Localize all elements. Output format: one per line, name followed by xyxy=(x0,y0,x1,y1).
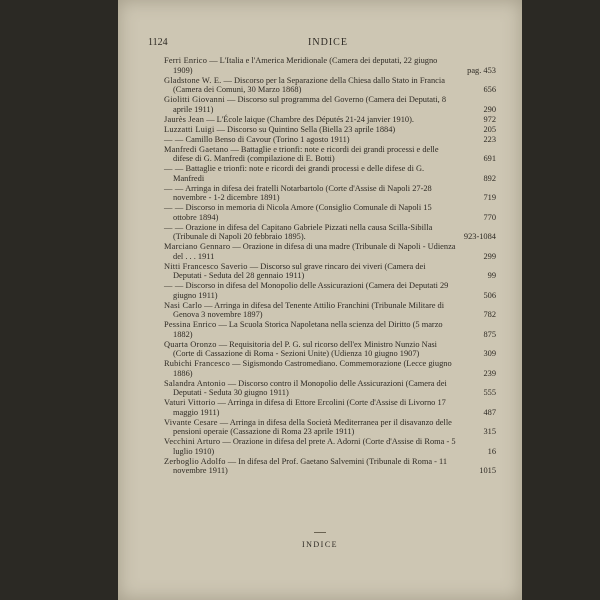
index-entry xyxy=(164,164,496,183)
entry-title: — L'École laique (Chambre des Députés 21-24 janvier 1910). xyxy=(204,114,414,124)
index-entry xyxy=(164,320,496,339)
entry-page-number: 205 xyxy=(483,124,496,134)
index-entry xyxy=(164,76,496,95)
index-entry xyxy=(164,437,496,456)
index-entry xyxy=(164,398,496,417)
entry-page-number: 1015 xyxy=(479,466,496,475)
index-entry xyxy=(164,125,496,135)
entry-title: — Discorso sul programma del Governo (Camera dei Deputati, 8 aprile 1911) xyxy=(173,95,447,114)
entry-page-number: 691 xyxy=(483,154,496,163)
entry-title: Battaglie e trionfi: note e ricordi dei grandi processi e delle difese di G. Manfredi xyxy=(173,164,425,183)
index-entry xyxy=(164,223,496,242)
index-entry xyxy=(164,359,496,378)
entry-author: — — xyxy=(164,183,184,193)
entry-author: Pessina Enrico xyxy=(164,320,217,329)
entry-author: Nitti Francesco Saverio xyxy=(164,261,248,271)
entry-author: Vivante Cesare xyxy=(164,417,218,427)
entry-title: Arringa in difesa dei fratelli Notarbartolo (Corte d'Assise di Napoli 27-28 novembre - 1-2 dicembre 1891) xyxy=(173,183,432,202)
entry-title: Discorso in memoria di Nicola Amore (Consiglio Comunale di Napoli 15 ottobre 1894) xyxy=(173,203,432,222)
entry-page-number: 875 xyxy=(483,329,496,339)
entry-page-number: 719 xyxy=(483,193,496,202)
entry-author: — — xyxy=(164,134,184,144)
entry-author: Luzzatti Luigi xyxy=(164,124,215,134)
entry-page-number: 309 xyxy=(483,349,496,358)
entry-title: — Arringa in difesa del Tenente Attilio Franchini (Tribunale Militare di Genova 3 novembre 1897) xyxy=(173,300,445,319)
entry-author: Vecchini Arturo xyxy=(164,437,221,446)
index-entry xyxy=(164,95,496,114)
entry-title: — Battaglie e trionfi: note e ricordi dei grandi processi e delle difese di G. Manfredi (compilazione di E. Botti) xyxy=(173,144,439,163)
entry-author: Giolitti Giovanni xyxy=(164,95,225,104)
entry-page-number: 555 xyxy=(483,388,496,397)
book-page xyxy=(118,0,522,600)
entry-title: — Discorso su Quintino Sella (Biella 23 aprile 1884) xyxy=(214,124,396,134)
entry-author: Quarta Oronzo xyxy=(164,339,217,349)
entry-title: — Discorso contro il Monopolio delle Assicurazioni (Camera dei Deputati - Seduta 30 giugno 1911) xyxy=(173,378,447,397)
entry-title: — In difesa del Prof. Gaetano Salvemini (Tribunale di Roma - 11 novembre 1911) xyxy=(173,456,448,475)
entry-title: Discorso in difesa del Monopolio delle Assicurazioni (Camera dei Deputati 29 giugno 1911) xyxy=(173,281,449,300)
entry-page-number: pag. 453 xyxy=(467,65,496,75)
entry-title: — Sigismondo Castromediano. Commemorazione (Lecce giugno 1886) xyxy=(173,359,452,378)
entry-title: — L'Italia e l'America Meridionale (Camera dei deputati, 22 giugno 1909) xyxy=(173,56,438,75)
entry-page-number: 506 xyxy=(483,290,496,300)
page-header xyxy=(148,37,508,51)
entry-author: Manfredi Gaetano xyxy=(164,144,229,154)
running-title: INDICE xyxy=(308,37,348,48)
index-entry xyxy=(164,418,496,437)
index-entry xyxy=(164,262,496,281)
index-entry xyxy=(164,301,496,320)
footer-rule xyxy=(314,532,326,533)
entry-author: Gladstone W. E. xyxy=(164,75,222,85)
entry-title: — Arringa in difesa di Ettore Ercolini (Corte d'Assise di Livorno 17 maggio 1911) xyxy=(173,398,446,417)
entry-page-number: 656 xyxy=(483,85,496,94)
entry-page-number: 923-1084 xyxy=(463,232,496,241)
index-entry xyxy=(164,242,496,261)
index-entry xyxy=(164,135,496,145)
entry-title: — Orazione in difesa di una madre (Tribunale di Napoli - Udienza del . . . 1911 xyxy=(173,242,456,261)
entry-page-number: 972 xyxy=(483,114,496,124)
entry-author: Zerboglio Adolfo xyxy=(164,456,226,466)
index-entry xyxy=(164,281,496,300)
entry-title: — La Scuola Storica Napoletana nella scienza del Diritto (5 marzo 1882) xyxy=(173,320,443,339)
entry-page-number: 315 xyxy=(483,427,496,436)
index-entry xyxy=(164,379,496,398)
entry-author: Vaturi Vittorio xyxy=(164,398,216,407)
entry-author: Nasi Carlo xyxy=(164,300,203,310)
entry-page-number: 99 xyxy=(487,271,496,280)
entry-author: Jaurès Jean xyxy=(164,114,205,124)
page-number: 1124 xyxy=(148,37,168,48)
index-entry xyxy=(164,457,496,476)
index-entry xyxy=(164,203,496,222)
entry-author: Marciano Gennaro xyxy=(164,242,231,251)
entry-author: Rubichi Francesco xyxy=(164,359,230,368)
entry-page-number: 299 xyxy=(483,251,496,261)
entry-title: Camillo Benso di Cavour (Torino 1 agosto 1911) xyxy=(183,134,350,144)
entry-title: — Discorso sul grave rincaro dei viveri (Camera dei Deputati - Seduta del 28 gennaio 1911) xyxy=(173,261,426,280)
entry-page-number: 239 xyxy=(483,368,496,378)
entry-page-number: 16 xyxy=(487,446,496,456)
entry-title: — Discorso per la Separazione della Chiesa dallo Stato in Francia (Camera dei Comuni, 30 Marzo 1868) xyxy=(173,75,445,94)
entry-author: — — xyxy=(164,164,184,173)
entry-author: Salandra Antonio xyxy=(164,378,226,388)
index-entry xyxy=(164,145,496,164)
entry-page-number: 290 xyxy=(483,104,496,114)
entry-page-number: 892 xyxy=(483,173,496,183)
entry-page-number: 770 xyxy=(483,212,496,222)
entry-author: — — xyxy=(164,203,184,212)
index-entry xyxy=(164,340,496,359)
entry-page-number: 782 xyxy=(483,310,496,319)
entry-author: — — xyxy=(164,222,184,232)
entry-title: Orazione in difesa del Capitano Gabriele Pizzati nella causa Scilla-Sibilla (Tribunale di Napoli 20 febbraio 1895). xyxy=(173,222,433,241)
entry-title: — Requisitoria del P. G. sul ricorso dell'ex Ministro Nunzio Nasi (Corte di Cassazione di Roma - Sezioni Unite) (Udienza 10 giugno 1907) xyxy=(173,339,438,358)
entry-title: — Orazione in difesa del prete A. Adorni (Corte d'Assise di Roma - 5 luglio 1910) xyxy=(173,437,456,456)
index-entry xyxy=(164,115,496,125)
index-entry xyxy=(164,184,496,203)
index-entry xyxy=(164,56,496,75)
entry-title: — Arringa in difesa della Società Mediterranea per il disavanzo delle pensioni operaie (Cassazione di Roma 23 aprile 1911) xyxy=(173,417,452,436)
entry-author: — — xyxy=(164,281,184,290)
entry-page-number: 487 xyxy=(483,407,496,417)
footer-label: INDICE xyxy=(301,540,339,549)
entry-page-number: 223 xyxy=(483,134,496,144)
index-list xyxy=(164,56,496,476)
entry-author: Ferri Enrico xyxy=(164,56,208,65)
